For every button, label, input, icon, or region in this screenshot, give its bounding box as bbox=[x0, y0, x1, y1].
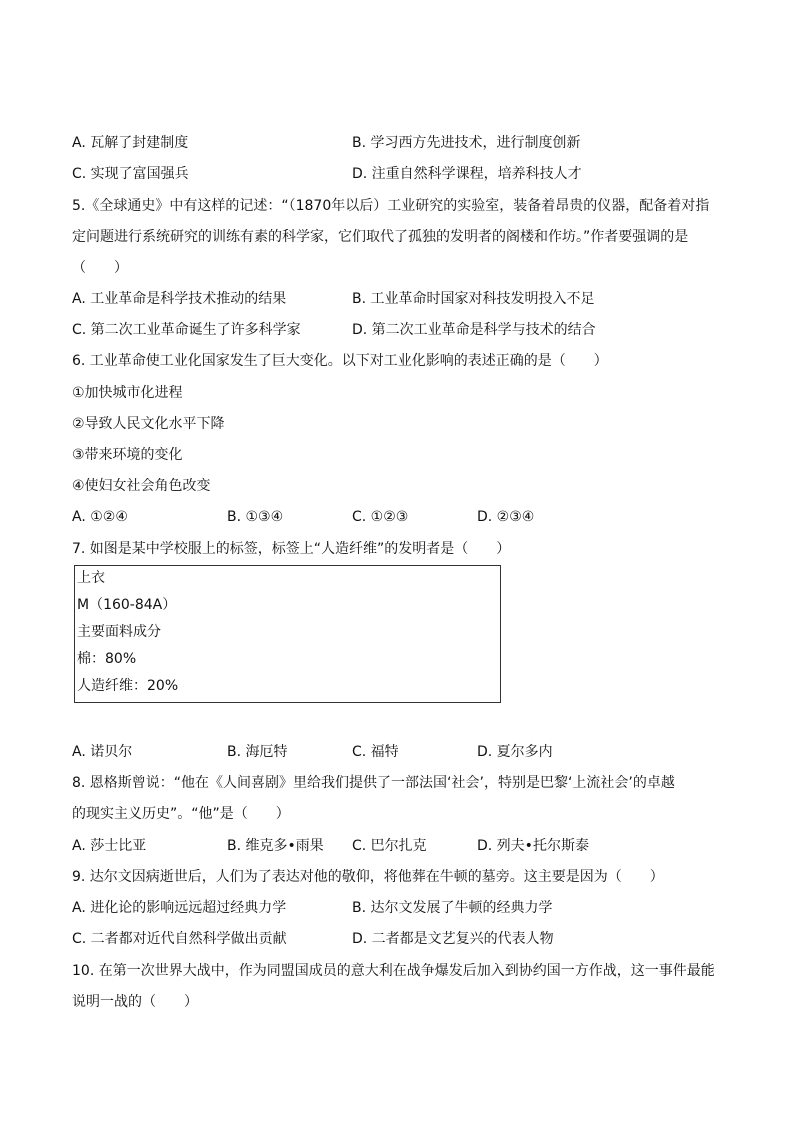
q5-stem-line-3: （ ） bbox=[72, 260, 128, 276]
q5-option-a: A. 工业革命是科学技术推动的结果 bbox=[72, 291, 287, 307]
label-line-3: 主要面料成分 bbox=[77, 624, 161, 640]
q4-option-b: B. 学习西方先进技术，进行制度创新 bbox=[352, 135, 581, 151]
q6-stem: 6. 工业革命使工业化国家发生了巨大变化。以下对工业化影响的表述正确的是（ ） bbox=[72, 353, 608, 369]
q10-stem-line-1: 10. 在第一次世界大战中，作为同盟国成员的意大利在战争爆发后加入到协约国一方作战，这一事件最能 bbox=[72, 963, 715, 979]
q5-option-c: C. 第二次工业革命诞生了许多科学家 bbox=[72, 322, 301, 338]
q9-option-c: C. 二者都对近代自然科学做出贡献 bbox=[72, 931, 287, 947]
q6-option-a: A. ①②④ bbox=[72, 509, 128, 525]
q10-stem-line-2: 说明一战的（ ） bbox=[72, 994, 198, 1010]
q6-option-d: D. ②③④ bbox=[477, 509, 535, 525]
q9-option-b: B. 达尔文发展了牛顿的经典力学 bbox=[352, 900, 553, 916]
q6-item-3: ③带来环境的变化 bbox=[72, 447, 183, 463]
q6-option-c: C. ①②③ bbox=[352, 509, 409, 525]
q7-stem: 7. 如图是某中学校服上的标签，标签上“人造纤维”的发明者是（ ） bbox=[72, 541, 511, 557]
q7-option-d: D. 夏尔多内 bbox=[477, 744, 553, 760]
q8-option-b: B. 维克多•雨果 bbox=[227, 838, 324, 854]
q8-stem-line-1: 8. 恩格斯曾说：“他在《人间喜剧》里给我们提供了一部法国‘社会’，特别是巴黎‘上流社会’的卓越 bbox=[72, 775, 675, 791]
q7-option-c: C. 福特 bbox=[352, 744, 399, 760]
q8-option-a: A. 莎士比亚 bbox=[72, 838, 147, 854]
q4-option-d: D. 注重自然科学课程，培养科技人才 bbox=[352, 166, 582, 182]
q5-stem-line-2: 定问题进行系统研究的训练有素的科学家，它们取代了孤独的发明者的阁楼和作坊。”作者要强调的是 bbox=[72, 229, 689, 245]
q6-item-4: ④使妇女社会角色改变 bbox=[72, 478, 211, 494]
q4-option-a: A. 瓦解了封建制度 bbox=[72, 135, 189, 151]
q6-item-1: ①加快城市化进程 bbox=[72, 385, 183, 401]
q8-option-d: D. 列夫•托尔斯泰 bbox=[477, 838, 589, 854]
q8-option-c: C. 巴尔扎克 bbox=[352, 838, 427, 854]
label-line-1: 上衣 bbox=[77, 570, 105, 586]
q5-option-b: B. 工业革命时国家对科技发明投入不足 bbox=[352, 291, 595, 307]
q4-option-c: C. 实现了富国强兵 bbox=[72, 166, 189, 182]
q9-option-a: A. 进化论的影响远远超过经典力学 bbox=[72, 900, 287, 916]
q6-item-2: ②导致人民文化水平下降 bbox=[72, 416, 225, 432]
q9-stem: 9. 达尔文因病逝世后，人们为了表达对他的敬仰，将他葬在牛顿的墓旁。这主要是因为（ ） bbox=[72, 869, 664, 885]
q7-option-a: A. 诺贝尔 bbox=[72, 744, 133, 760]
q9-option-d: D. 二者都是文艺复兴的代表人物 bbox=[352, 931, 554, 947]
q8-stem-line-2: 的现实主义历史”。“他”是（ ） bbox=[72, 806, 290, 822]
clothing-label-box bbox=[74, 565, 501, 703]
q7-option-b: B. 海厄特 bbox=[227, 744, 288, 760]
q6-option-b: B. ①③④ bbox=[227, 509, 284, 525]
label-line-5: 人造纤维：20% bbox=[77, 678, 179, 694]
q5-option-d: D. 第二次工业革命是科学与技术的结合 bbox=[352, 322, 596, 338]
label-line-4: 棉：80% bbox=[77, 651, 137, 667]
label-line-2: M（160-84A） bbox=[77, 597, 177, 613]
q5-stem-line-1: 5.《全球通史》中有这样的记述：“（1870年以后）工业研究的实验室，装备着昂贵的仪器，配备着对指 bbox=[72, 198, 710, 214]
